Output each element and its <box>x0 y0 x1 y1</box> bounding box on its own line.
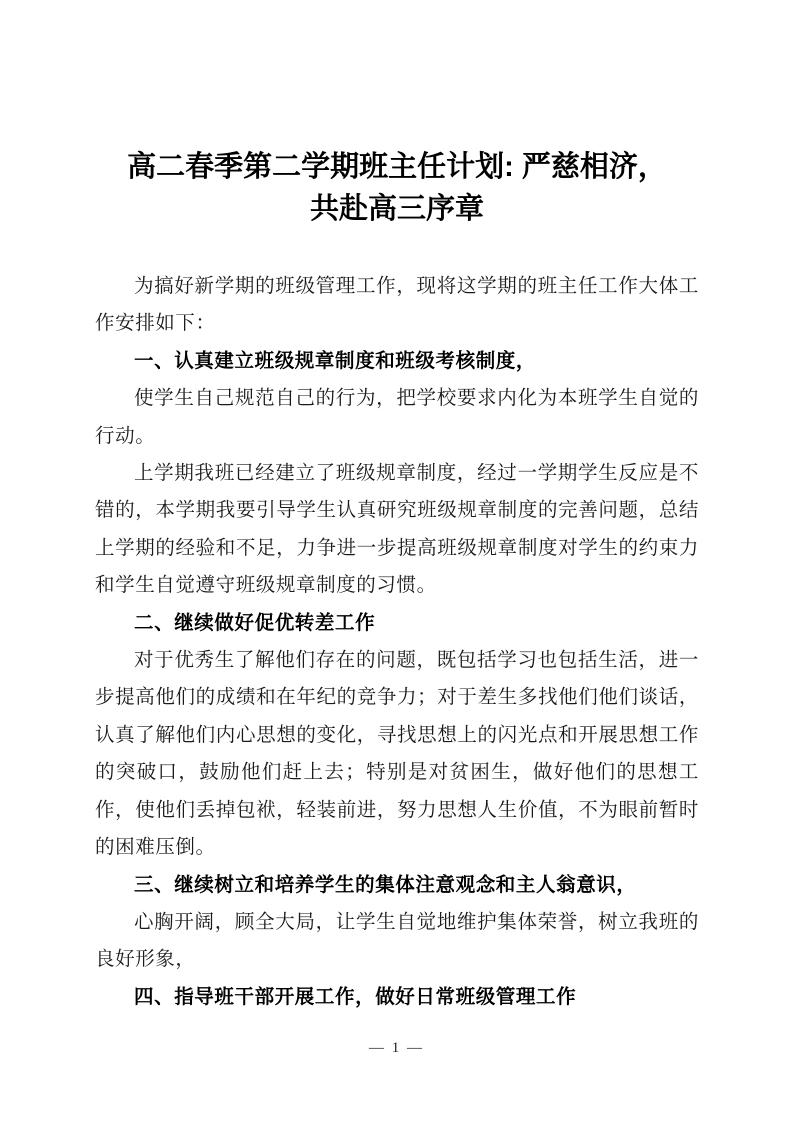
page-number-footer: — 1 — <box>369 1040 424 1056</box>
section-heading-3: 三、继续树立和培养学生的集体注意观念和主人翁意识， <box>134 874 637 896</box>
body-paragraph: 为搞好新学期的班级管理工作，现将这学期的班主任工作大体工作安排如下： <box>95 276 699 335</box>
section-heading-4: 四、指导班干部开展工作，做好日常班级管理工作 <box>134 986 577 1008</box>
document-title <box>95 146 699 230</box>
body-paragraph: 使学生自己规范自己的行为，把学校要求内化为本班学生自觉的行动。 <box>95 388 699 447</box>
document-title-line-1: 高二春季第二学期班主任计划: 严慈相济， <box>127 151 667 183</box>
body-paragraph: 心胸开阔，顾全大局，让学生自觉地维护集体荣誉，树立我班的良好形象， <box>95 911 699 971</box>
body-paragraph: 对于优秀生了解他们存在的问题，既包括学习也包括生活，进一步提高他们的成绩和在年纪的竞争力；对于差生多找他们他们谈话，认真了解他们内心思想的变化，寻找思想上的闪光点和开展思想工作的突破口，鼓励他们赶上去；特别是对贫困生，做好他们的思想工作，使他们丢掉包袱，轻装前进，努力思想人生价值，不为眼前暂时的困难压倒。 <box>95 650 699 859</box>
document-body <box>95 268 699 1016</box>
body-paragraph: 上学期我班已经建立了班级规章制度，经过一学期学生反应是不错的，本学期我要引导学生认真研究班级规章制度的完善问题，总结上学期的经验和不足，力争进一步提高班级规章制度对学生的约束力和学生自觉遵守班级规章制度的习惯。 <box>95 463 699 597</box>
section-heading-1: 一、认真建立班级规章制度和班级考核制度， <box>134 350 537 372</box>
section-heading-2: 二、继续做好促优转差工作 <box>134 612 376 634</box>
document-title-line-2: 共赴高三序章 <box>309 193 484 225</box>
